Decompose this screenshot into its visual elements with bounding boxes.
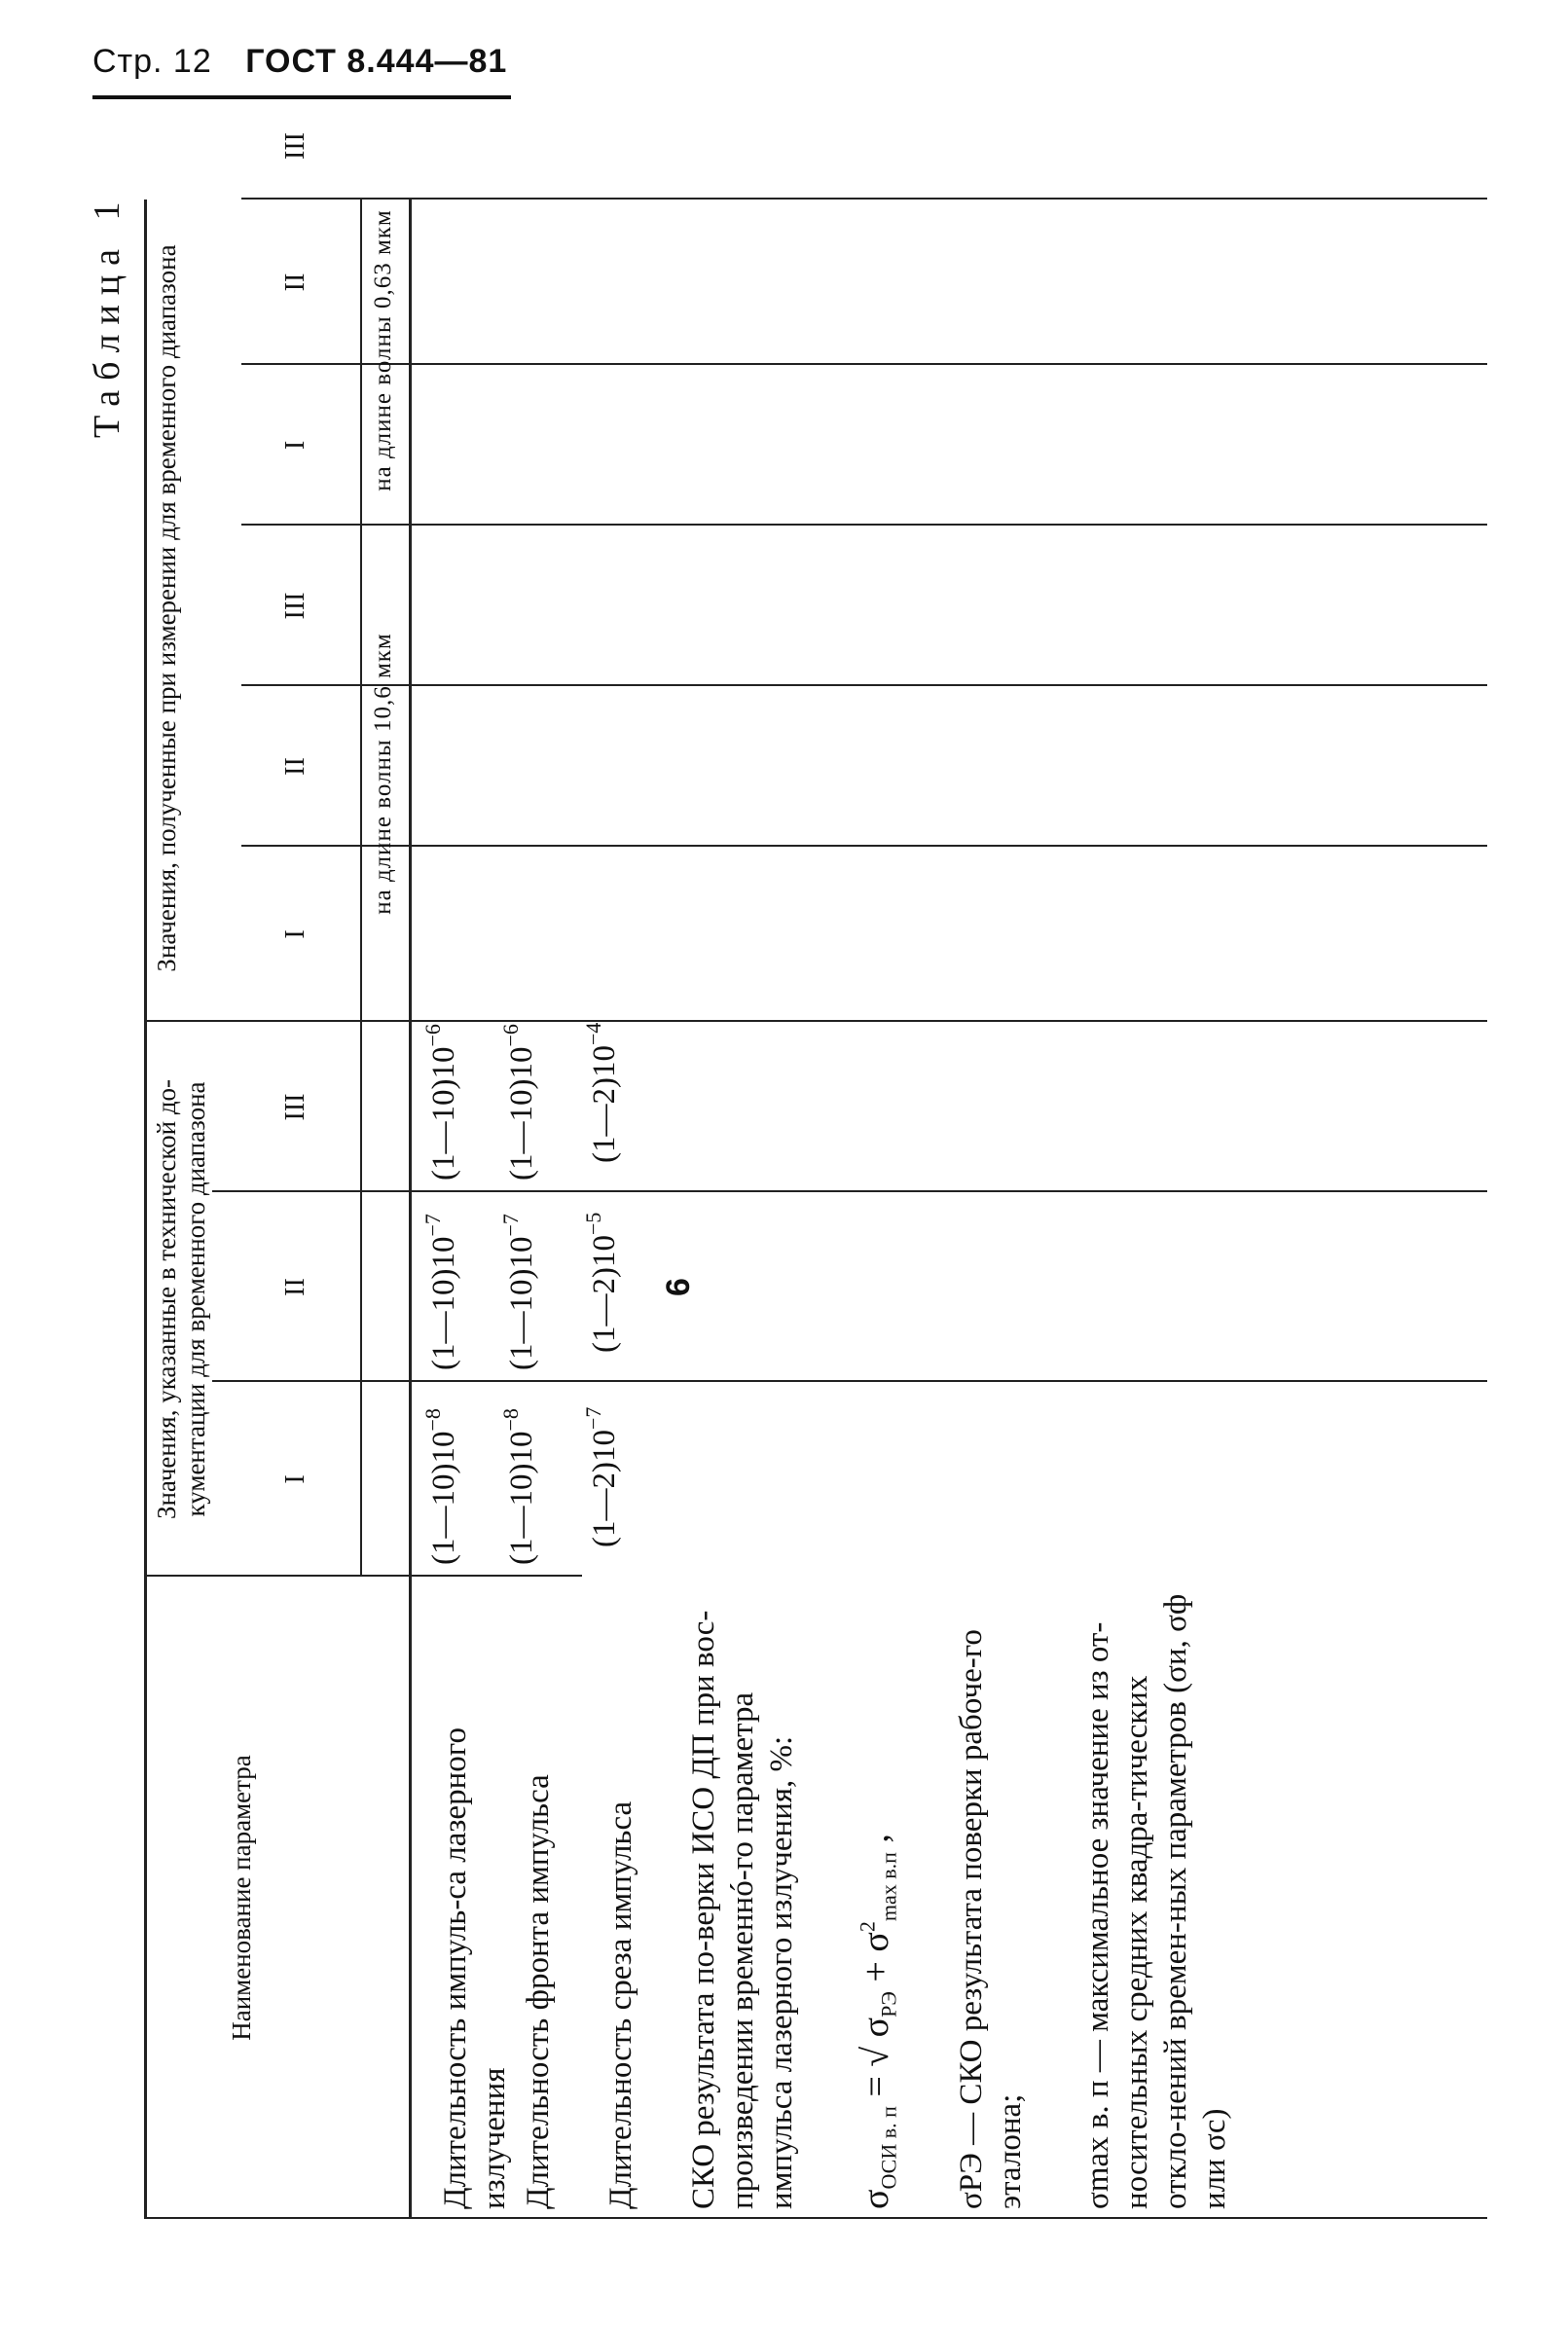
- param-pulse-duration: Длительность импуль-са лазерного излучения: [438, 1727, 512, 2209]
- col-divider-g2-23: [241, 684, 1487, 686]
- formula-line: $\sigma_{ОСИ в. п}$ = √ $\sigma_{РЭ} + \sigma^2_{max в.п}$ ,: [855, 1834, 901, 2209]
- roman-g1-2: II: [280, 1278, 310, 1296]
- formula-sup: 2: [855, 1921, 880, 1933]
- param-fall-duration: Длительность среза импульса: [603, 1800, 638, 2209]
- standard-number: ГОСТ 8.444—81: [245, 43, 508, 80]
- val-r1-c1: $(1—10)10^{-8}$: [420, 1408, 461, 1565]
- col-divider-g2-34: [241, 524, 1487, 526]
- formula-max-sub: max в.п: [876, 1852, 901, 1922]
- val-r3-c1: $(1—2)10^{-7}$: [581, 1406, 622, 1547]
- val-r3-c2: $(1—2)10^{-5}$: [581, 1212, 622, 1353]
- col-divider-param: [144, 1575, 582, 1577]
- col-divider-g1-23: [212, 1190, 1487, 1192]
- roman-g1-3: III: [280, 1093, 310, 1121]
- sko-value: 6: [660, 1278, 697, 1296]
- col-divider-g1-12: [212, 1380, 1487, 1382]
- header-group1: Значения, указанные в технической до-кументации для временного диапазона: [152, 1078, 210, 1520]
- def-sigma-max-lhs: σmax в. п —: [1080, 2040, 1115, 2209]
- val-r1-c2: $(1—10)10^{-7}$: [420, 1214, 461, 1370]
- header-param: Наименование параметра: [227, 1755, 256, 2041]
- roman-g2a-2: II: [280, 757, 310, 776]
- roman-g2a-3: III: [280, 592, 310, 620]
- param-sko: СКО результата по-верки ИСО ДП при вос-произведении временнó-го параметра импульса лазерного излучения, %:: [686, 1610, 799, 2209]
- formula-sigma-lhs: σ: [856, 2189, 896, 2209]
- col-divider-group: [144, 1020, 1487, 1022]
- table-title: Таблица 1: [87, 192, 128, 438]
- col-divider-g2-45: [241, 363, 1487, 365]
- table-top-border: [144, 200, 147, 2219]
- header-group2: Значения, полученные при измерении для временного диапазона: [152, 244, 181, 972]
- def-sigma-max: [1078, 1586, 1234, 2209]
- roman-g2a-1: I: [280, 929, 310, 939]
- def-sigma-max-text: максимальное значение из от-носительных средних квадра-тических откло-нений времен-ных параметров (σи, σф или σc): [1080, 1593, 1232, 2209]
- rotated-table: [87, 132, 1487, 2219]
- col-divider-g2-12: [241, 845, 1487, 847]
- roman-g2b-1: I: [280, 440, 310, 451]
- col-divider-g2-56: [241, 198, 1487, 200]
- roman-g2b-2: II: [280, 273, 310, 292]
- header-row-divider: [360, 200, 362, 1577]
- param-front-duration: Длительность фронта импульса: [521, 1774, 556, 2209]
- formula-re-sub: РЭ: [876, 1991, 901, 2017]
- val-r2-c3: $(1—10)10^{-6}$: [498, 1024, 539, 1181]
- val-r2-c2: $(1—10)10^{-7}$: [498, 1214, 539, 1370]
- roman-g1-1: I: [280, 1474, 310, 1484]
- val-r2-c1: $(1—10)10^{-8}$: [498, 1408, 539, 1565]
- header-bottom-border: [409, 200, 412, 2219]
- val-r3-c3: $(1—2)10^{-4}$: [581, 1022, 622, 1163]
- formula-lhs-sub: ОСИ в. п: [876, 2106, 901, 2190]
- val-r1-c3: $(1—10)10^{-6}$: [420, 1024, 461, 1181]
- page-number: Стр. 12: [92, 43, 212, 80]
- def-sigma-re: σРЭ — СКО результата поверки рабоче-го эталона;: [954, 1629, 1028, 2209]
- roman-g2b-3: III: [280, 132, 310, 160]
- wavelength-0-63: на длине волны 0,63 мкм: [370, 209, 396, 491]
- formula-sigma-re: σ: [856, 2017, 896, 2038]
- page-header: [92, 43, 507, 91]
- wavelength-10-6: на длине волны 10,6 мкм: [370, 633, 396, 915]
- table-left-border: [144, 2217, 1487, 2219]
